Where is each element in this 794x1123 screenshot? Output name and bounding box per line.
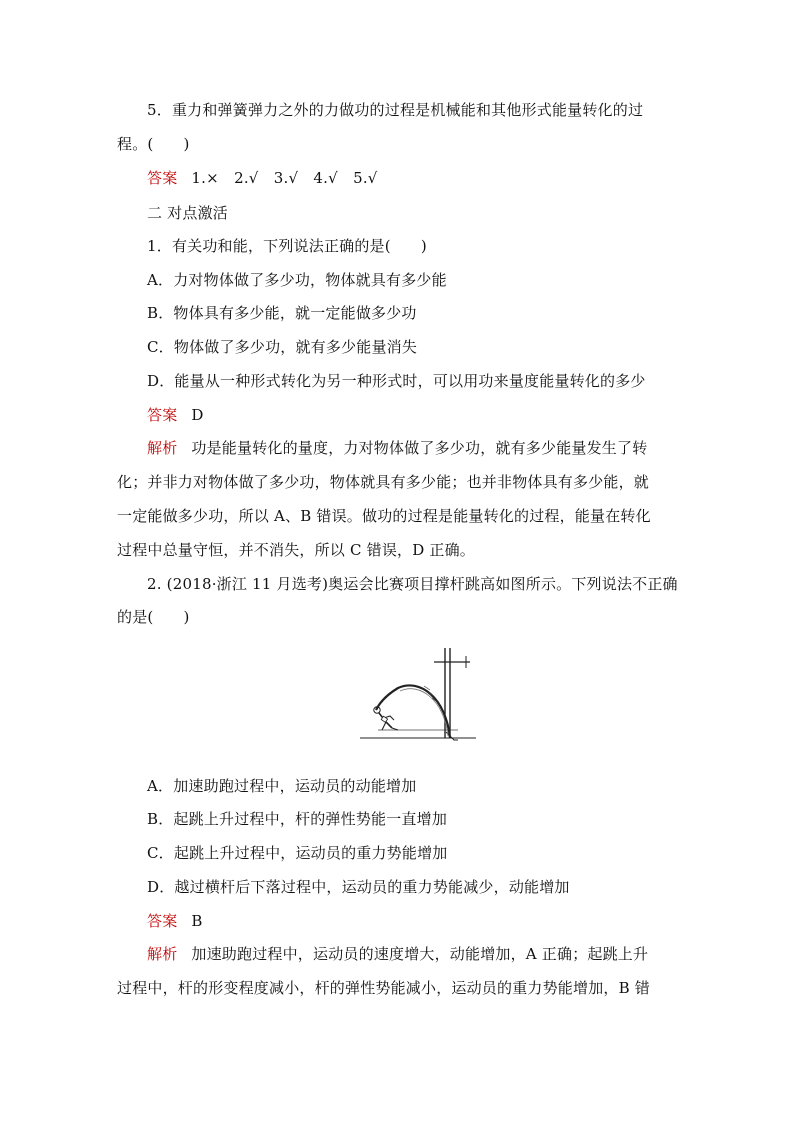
p2-stem-text: 的是( [117,608,154,626]
p1-answer-value: D [191,406,204,424]
athlete-figure [374,707,398,730]
answer-label: 答案 [147,169,178,187]
p2-analysis-text-1: 加速助跑过程中，运动员的速度增大，动能增加，A 正确；起跳上升 [191,945,649,963]
p2-stem-line-2 [117,607,190,627]
p1-stem-close: ) [420,237,427,255]
answer-label: 答案 [147,912,178,930]
p1-analysis-text-1: 功是能量转化的量度，力对物体做了多少功，就有多少能量发生了转 [191,439,648,457]
p1-option-d: D．能量从一种形式转化为另一种形式时，可以用功来量度能量转化的多少 [147,372,646,390]
p2-option-c: C．起跳上升过程中，运动员的重力势能增加 [147,844,448,862]
p1-analysis-line-4: 过程中总量守恒，并不消失，所以 C 错误，D 正确。 [117,541,476,559]
answers-text: 1.× 2.√ 3.√ 4.√ 5.√ [191,169,378,187]
q5-line-1: 5．重力和弹簧弹力之外的力做功的过程是机械能和其他形式能量转化的过 [147,101,644,119]
p2-option-b: B．起跳上升过程中，杆的弹性势能一直增加 [147,810,448,828]
p2-stem-line-1: 2. (2018·浙江 11 月选考)奥运会比赛项目撑杆跳高如图所示。下列说法不正确 [147,575,678,593]
p1-analysis-line-2: 化；并非力对物体做了多少功，物体就具有多少能；也并非物体具有多少能，就 [117,473,650,491]
p1-stem [147,236,427,256]
pole-vault-figure [358,640,478,752]
p1-option-a: A．力对物体做了多少功，物体就具有多少能 [147,271,447,289]
p1-analysis-line-1 [147,438,647,458]
answer-label: 答案 [147,406,178,424]
analysis-label: 解析 [147,945,178,963]
q5-line-2-close: ) [183,135,190,153]
q5-line-2 [117,134,190,154]
p1-stem-text: 1．有关功和能，下列说法正确的是( [147,237,391,255]
q5-line-2-text: 程。( [117,135,154,153]
analysis-label: 解析 [147,439,178,457]
answers-row-1 [147,168,378,188]
p1-option-b: B．物体具有多少能，就一定能做多少功 [147,304,417,322]
p2-answer-value: B [191,912,203,930]
p2-option-a: A．加速助跑过程中，运动员的动能增加 [147,777,417,795]
p2-stem-close: ) [183,608,190,626]
p1-answer [147,405,204,425]
p2-option-d: D．越过横杆后下落过程中，运动员的重力势能减少，动能增加 [147,878,570,896]
p2-analysis-line-2: 过程中，杆的形变程度减小，杆的弹性势能减小，运动员的重力势能增加，B 错 [117,979,650,997]
section-title: 二 对点激活 [147,204,228,222]
p2-analysis-line-1 [147,944,648,964]
pole-shadow [400,689,448,736]
p1-analysis-line-3: 一定能做多少功，所以 A、B 错误。做功的过程是能量转化的过程，能量在转化 [117,507,651,525]
p2-answer [147,911,203,931]
p1-option-c: C．物体做了多少功，就有多少能量消失 [147,338,418,356]
